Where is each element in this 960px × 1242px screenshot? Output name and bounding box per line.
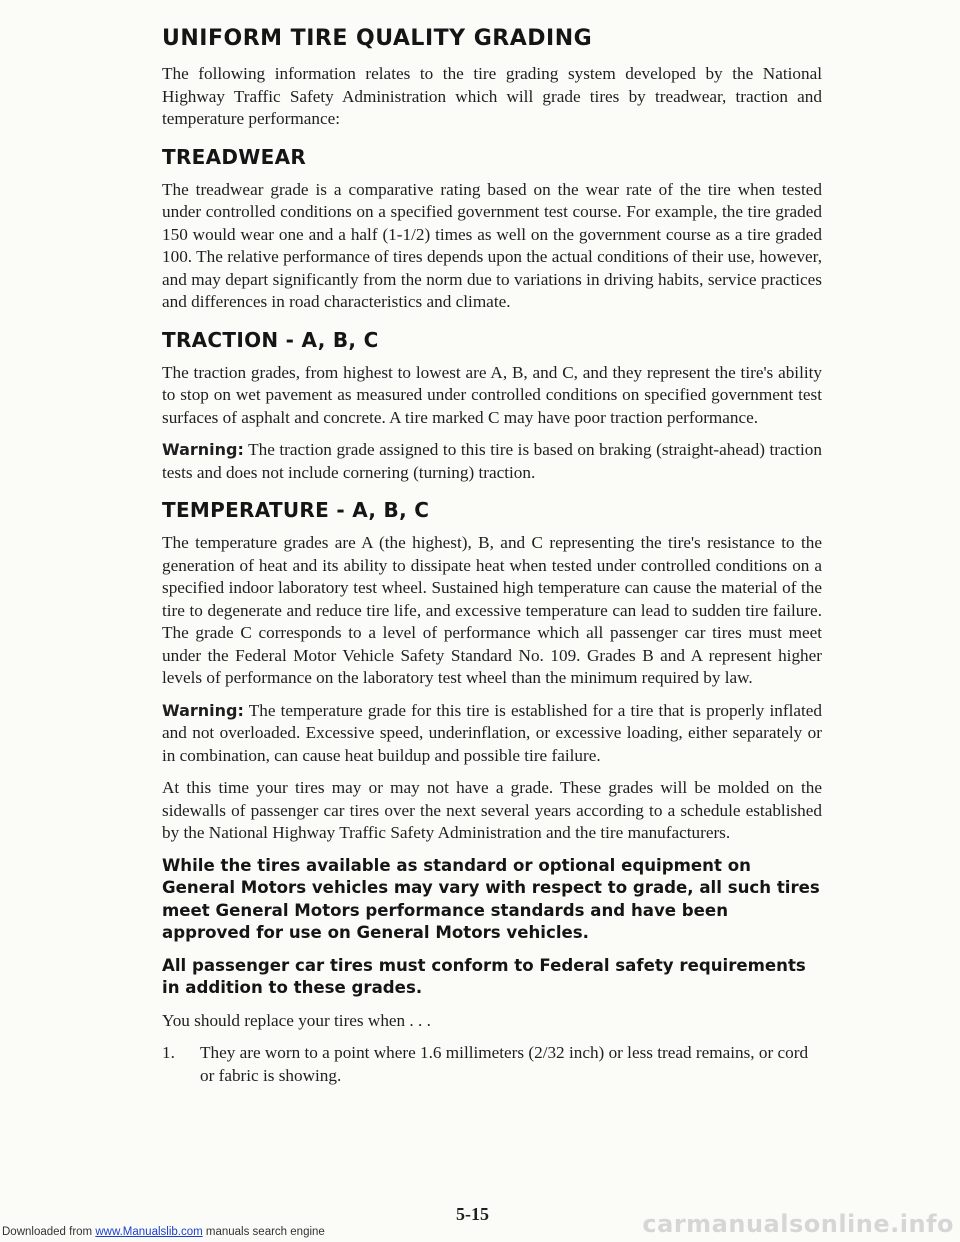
traction-warning xyxy=(162,439,822,484)
traction-paragraph: The traction grades, from highest to lowest are A, B, and C, and they represent the tire's ability to stop on wet pavement as measured under controlled conditions on specified government test surfaces of asphalt and concrete. A tire marked C may have poor traction performance. xyxy=(162,362,822,427)
gm-standards-statement: While the tires available as standard or optional equipment on General Motors vehicles may vary with respect to grade, all such tires meet General Motors performance standards and have been approved for use on General Motors vehicles. xyxy=(162,855,820,942)
footer-prefix: Downloaded from xyxy=(2,1226,96,1238)
temperature-heading: TEMPERATURE - A, B, C xyxy=(162,498,430,522)
download-footer xyxy=(2,1226,325,1238)
schedule-paragraph: At this time your tires may or may not have a grade. These grades will be molded on the sidewalls of passenger car tires over the next several years according to a schedule established by the National Highway Traffic Safety Administration and the tire manufacturers. xyxy=(162,778,822,842)
temperature-warning-label: Warning: xyxy=(162,700,244,720)
intro-paragraph: The following information relates to the tire grading system developed by the National Highway Traffic Safety Administration which will grade tires by treadwear, traction and temperature performance: xyxy=(162,64,822,128)
list-item-number: 1. xyxy=(162,1043,175,1062)
temperature-warning xyxy=(162,700,822,768)
manualslib-link[interactable]: www.Manualslib.com xyxy=(95,1226,203,1238)
treadwear-paragraph: The treadwear grade is a comparative rating based on the wear rate of the tire when tested under controlled conditions on a specified government test course. For example, the tire graded 150 would wear one and a half (1-1/2) times as well on the government course as a tire graded 100. The relative performance of tires depends upon the actual conditions of their use, however, and may depart significantly from the norm due to variations in driving habits, service practices and differences in road characteristics and climate. xyxy=(162,179,822,311)
temperature-paragraph: The temperature grades are A (the highest), B, and C representing the tire's resistance to the generation of heat and its ability to dissipate heat when tested under controlled conditions on a specified indoor laboratory test wheel. Sustained high temperature can cause the material of the tire to degenerate and reduce tire life, and excessive temperature can lead to sudden tire failure. The grade C corresponds to a level of performance which all passenger car tires must meet under the Federal Motor Vehicle Safety Standard No. 109. Grades B and A represent higher levels of performance on the laboratory test wheel than the minimum required by law. xyxy=(162,533,822,687)
list-item-text: They are worn to a point where 1.6 millimeters (2/32 inch) or less tread remains, or cord or fabric is showing. xyxy=(200,1043,809,1085)
watermark: carmanualsonline.info xyxy=(642,1210,954,1238)
page-number: 5-15 xyxy=(456,1204,489,1224)
federal-requirements-statement: All passenger car tires must conform to Federal safety requirements in addition to these grades. xyxy=(162,955,806,997)
temperature-warning-text: The temperature grade for this tire is established for a tire that is properly inflated and not overloaded. Excessive speed, underinflation, or excessive loading, either separately or in combination, can cause heat buildup and possible tire failure. xyxy=(162,700,822,765)
page-content xyxy=(162,26,822,1087)
treadwear-heading: TREADWEAR xyxy=(162,144,307,169)
replace-intro: You should replace your tires when . . . xyxy=(162,1010,431,1030)
traction-warning-text: The traction grade assigned to this tire is based on braking (straight-ahead) traction tests and does not include cornering (turning) traction. xyxy=(162,440,822,482)
traction-warning-label: Warning: xyxy=(162,440,244,459)
page-title: UNIFORM TIRE QUALITY GRADING xyxy=(162,26,593,51)
footer-suffix: manuals search engine xyxy=(202,1226,325,1238)
list-item xyxy=(162,1042,822,1087)
traction-heading: TRACTION - A, B, C xyxy=(162,327,379,352)
